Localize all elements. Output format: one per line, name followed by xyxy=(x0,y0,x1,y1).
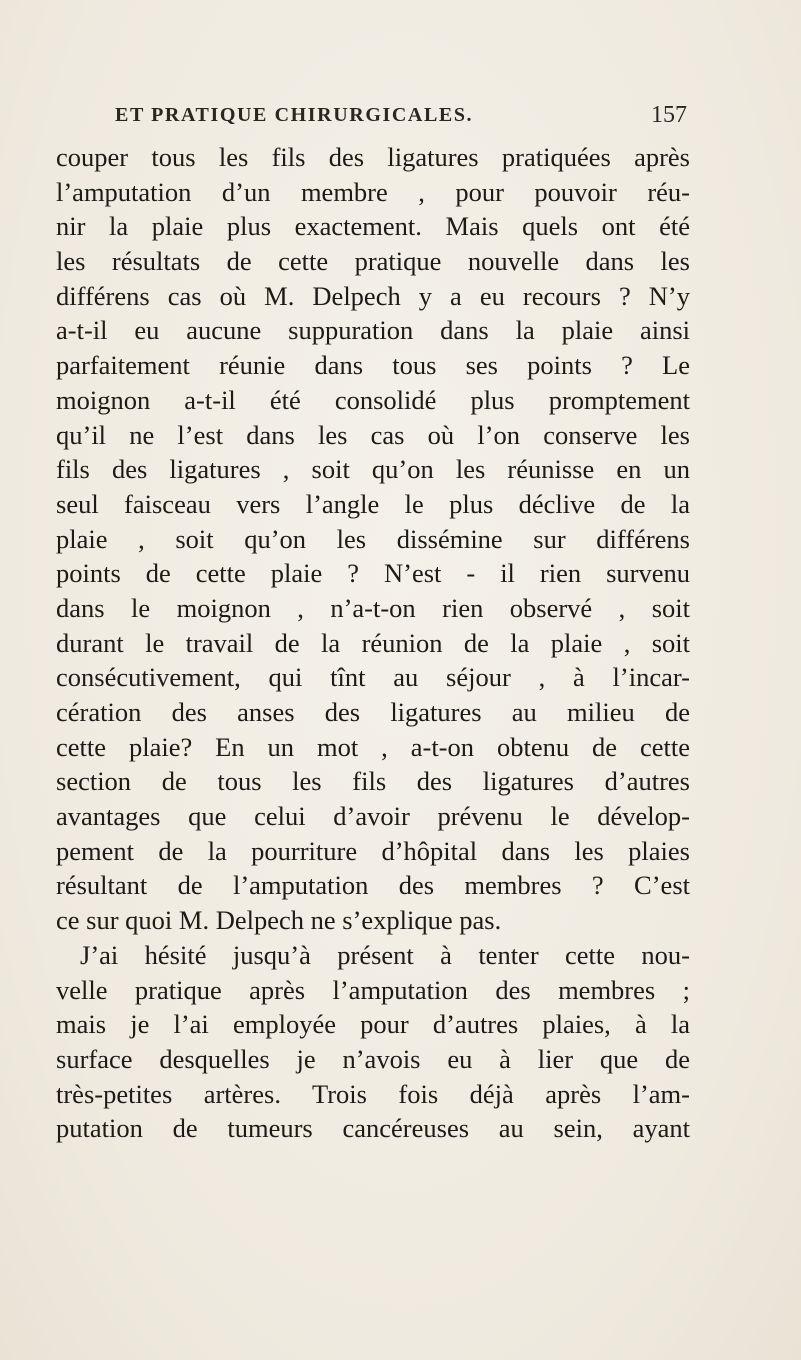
text-line: moignon a-t-il été consolidé plus promptement xyxy=(56,384,690,415)
text-line: très-petites artères. Trois fois déjà après l’am- xyxy=(56,1078,690,1109)
text-line: pement de la pourriture d’hôpital dans les plaies xyxy=(56,835,690,866)
text-line: nir la plaie plus exactement. Mais quels ont été xyxy=(56,211,690,242)
text-line: différens cas où M. Delpech y a eu recours ? N’y xyxy=(56,280,690,311)
text-line: les résultats de cette pratique nouvelle dans les xyxy=(56,246,690,277)
running-head xyxy=(115,104,687,134)
text-line: parfaitement réunie dans tous ses points ? Le xyxy=(56,350,690,381)
text-line: durant le travail de la réunion de la plaie , soit xyxy=(56,627,690,658)
text-line: seul faisceau vers l’angle le plus déclive de la xyxy=(56,488,690,519)
text-line: cette plaie? En un mot , a-t-on obtenu de cette xyxy=(56,731,690,762)
body-text xyxy=(56,140,690,1146)
text-line: points de cette plaie ? N’est - il rien survenu xyxy=(56,558,690,589)
text-line: J’ai hésité jusqu’à présent à tenter cette nou- xyxy=(80,939,690,970)
text-line: mais je l’ai employée pour d’autres plaies, à la xyxy=(56,1009,690,1040)
text-line: plaie , soit qu’on les dissémine sur différens xyxy=(56,523,690,554)
text-line: qu’il ne l’est dans les cas où l’on conserve les xyxy=(56,419,690,450)
text-line: velle pratique après l’amputation des membres ; xyxy=(56,974,690,1005)
text-line: couper tous les fils des ligatures pratiquées après xyxy=(56,142,690,172)
text-line: section de tous les fils des ligatures d’autres xyxy=(56,766,690,797)
text-line: a-t-il eu aucune suppuration dans la plaie ainsi xyxy=(56,315,690,346)
text-line: dans le moignon , n’a-t-on rien observé , soit xyxy=(56,592,690,623)
text-line: ce sur quoi M. Delpech ne s’explique pas. xyxy=(56,905,502,936)
text-line: avantages que celui d’avoir prévenu le dévelop- xyxy=(56,801,690,832)
text-line: résultant de l’amputation des membres ? C’est xyxy=(56,870,690,901)
text-line: cération des anses des ligatures au milieu de xyxy=(56,697,690,727)
text-line: putation de tumeurs cancéreuses au sein, ayant xyxy=(56,1113,690,1144)
text-line: surface desquelles je n’avois eu à lier que de xyxy=(56,1043,690,1074)
page-number: 157 xyxy=(651,102,687,128)
text-line: consécutivement, qui tînt au séjour , à l’incar- xyxy=(56,662,690,693)
running-head-title: ET PRATIQUE CHIRURGICALES. xyxy=(115,104,474,126)
text-line: l’amputation d’un membre , pour pouvoir réu- xyxy=(56,176,690,207)
text-line: fils des ligatures , soit qu’on les réunisse en un xyxy=(56,454,690,485)
